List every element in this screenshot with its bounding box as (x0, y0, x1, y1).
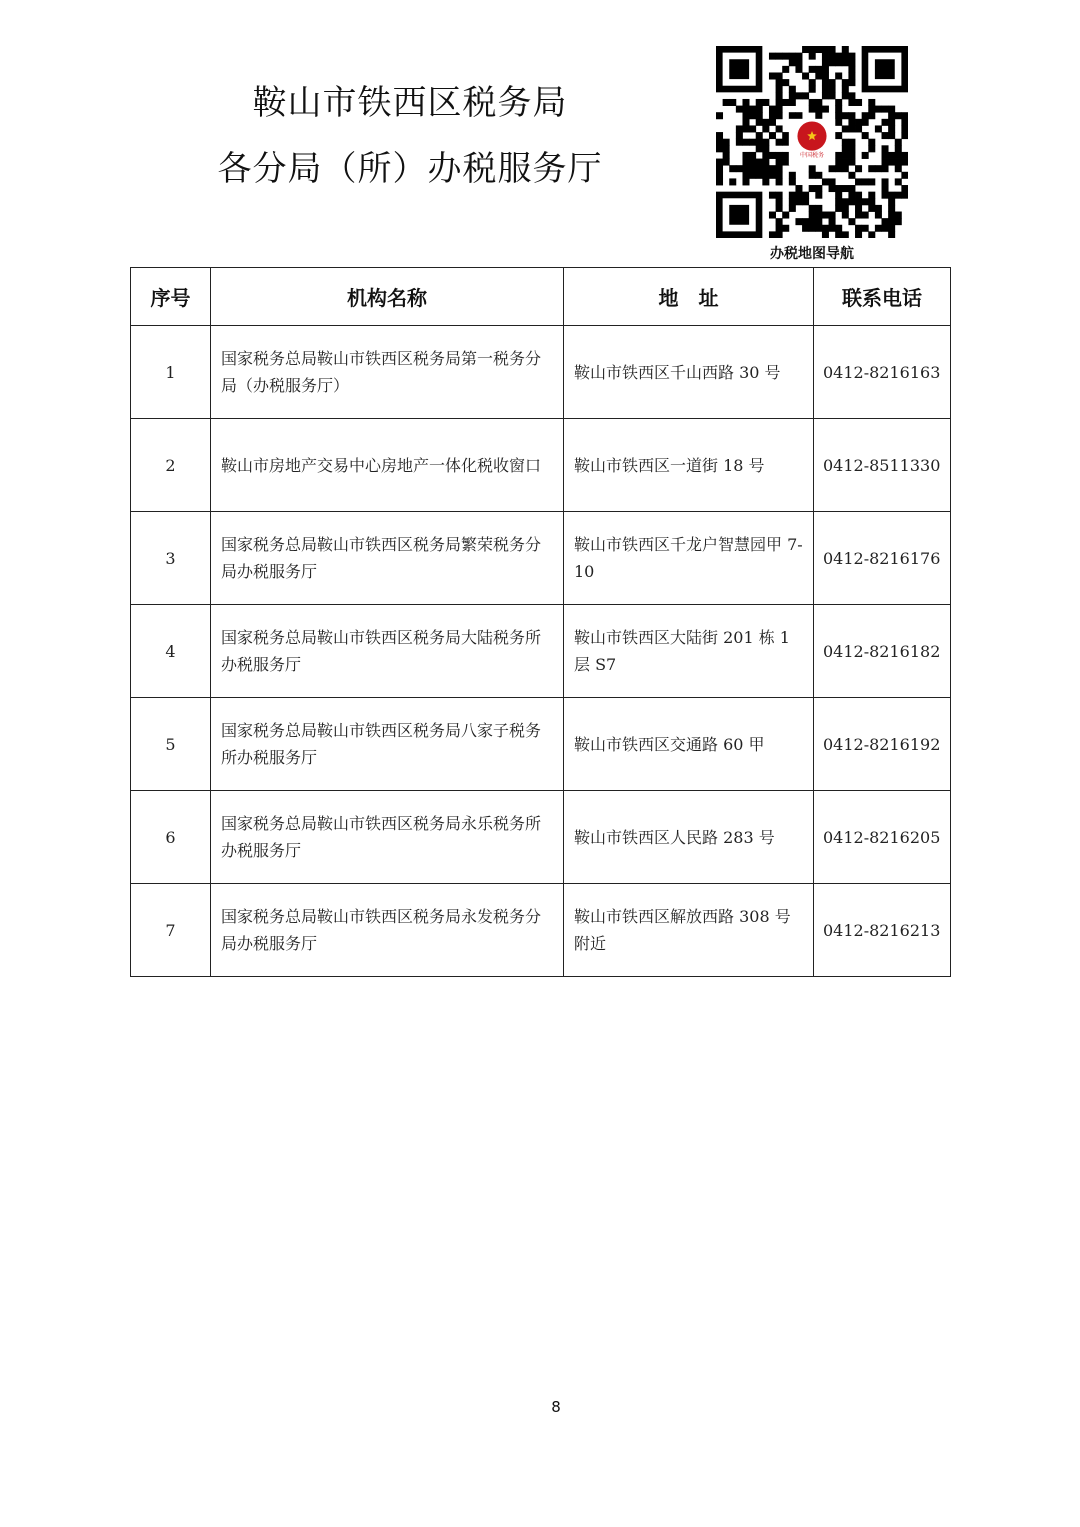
table-row (131, 512, 951, 605)
cell-phone: 0412-8216213 (814, 884, 951, 977)
cell-org-name: 鞍山市房地产交易中心房地产一体化税收窗口 (211, 419, 564, 512)
cell-serial: 2 (131, 419, 211, 512)
header-phone: 联系电话 (814, 268, 951, 326)
cell-org-name: 国家税务总局鞍山市铁西区税务局大陆税务所办税服务厅 (211, 605, 564, 698)
table-row (131, 698, 951, 791)
cell-address: 鞍山市铁西区交通路 60 甲 (564, 698, 814, 791)
cell-org-name: 国家税务总局鞍山市铁西区税务局第一税务分局（办税服务厅） (211, 326, 564, 419)
page-title-line2: 各分局（所）办税服务厅 (217, 149, 603, 189)
cell-serial: 7 (131, 884, 211, 977)
cell-org-name: 国家税务总局鞍山市铁西区税务局永发税务分局办税服务厅 (211, 884, 564, 977)
cell-phone: 0412-8216205 (814, 791, 951, 884)
cell-address: 鞍山市铁西区一道街 18 号 (564, 419, 814, 512)
cell-phone: 0412-8216176 (814, 512, 951, 605)
table-row (131, 419, 951, 512)
cell-serial: 1 (131, 326, 211, 419)
emblem-label: 中国税务 (799, 152, 825, 160)
table-row (131, 791, 951, 884)
table-row (131, 884, 951, 977)
tax-office-table (130, 267, 951, 977)
cell-address: 鞍山市铁西区千龙户智慧园甲 7-10 (564, 512, 814, 605)
table-header-row (131, 268, 951, 326)
cell-org-name: 国家税务总局鞍山市铁西区税务局永乐税务所办税服务厅 (211, 791, 564, 884)
page-number: 8 (551, 1398, 561, 1416)
header-org-name: 机构名称 (211, 268, 564, 326)
cell-phone: 0412-8216182 (814, 605, 951, 698)
cell-serial: 4 (131, 605, 211, 698)
table-row (131, 605, 951, 698)
cell-address: 鞍山市铁西区解放西路 308 号附近 (564, 884, 814, 977)
qr-caption: 办税地图导航 (770, 246, 854, 262)
cell-org-name: 国家税务总局鞍山市铁西区税务局繁荣税务分局办税服务厅 (211, 512, 564, 605)
cell-serial: 6 (131, 791, 211, 884)
qr-code-icon[interactable] (716, 46, 908, 238)
cell-serial: 3 (131, 512, 211, 605)
cell-phone: 0412-8511330 (814, 419, 951, 512)
cell-address: 鞍山市铁西区人民路 283 号 (564, 791, 814, 884)
cell-phone: 0412-8216163 (814, 326, 951, 419)
cell-phone: 0412-8216192 (814, 698, 951, 791)
cell-org-name: 国家税务总局鞍山市铁西区税务局八家子税务所办税服务厅 (211, 698, 564, 791)
header-address: 地 址 (564, 268, 814, 326)
table-row (131, 326, 951, 419)
cell-address: 鞍山市铁西区大陆街 201 栋 1 层 S7 (564, 605, 814, 698)
cell-serial: 5 (131, 698, 211, 791)
page-title-line1: 鞍山市铁西区税务局 (252, 83, 568, 123)
cell-address: 鞍山市铁西区千山西路 30 号 (564, 326, 814, 419)
header-serial: 序号 (131, 268, 211, 326)
